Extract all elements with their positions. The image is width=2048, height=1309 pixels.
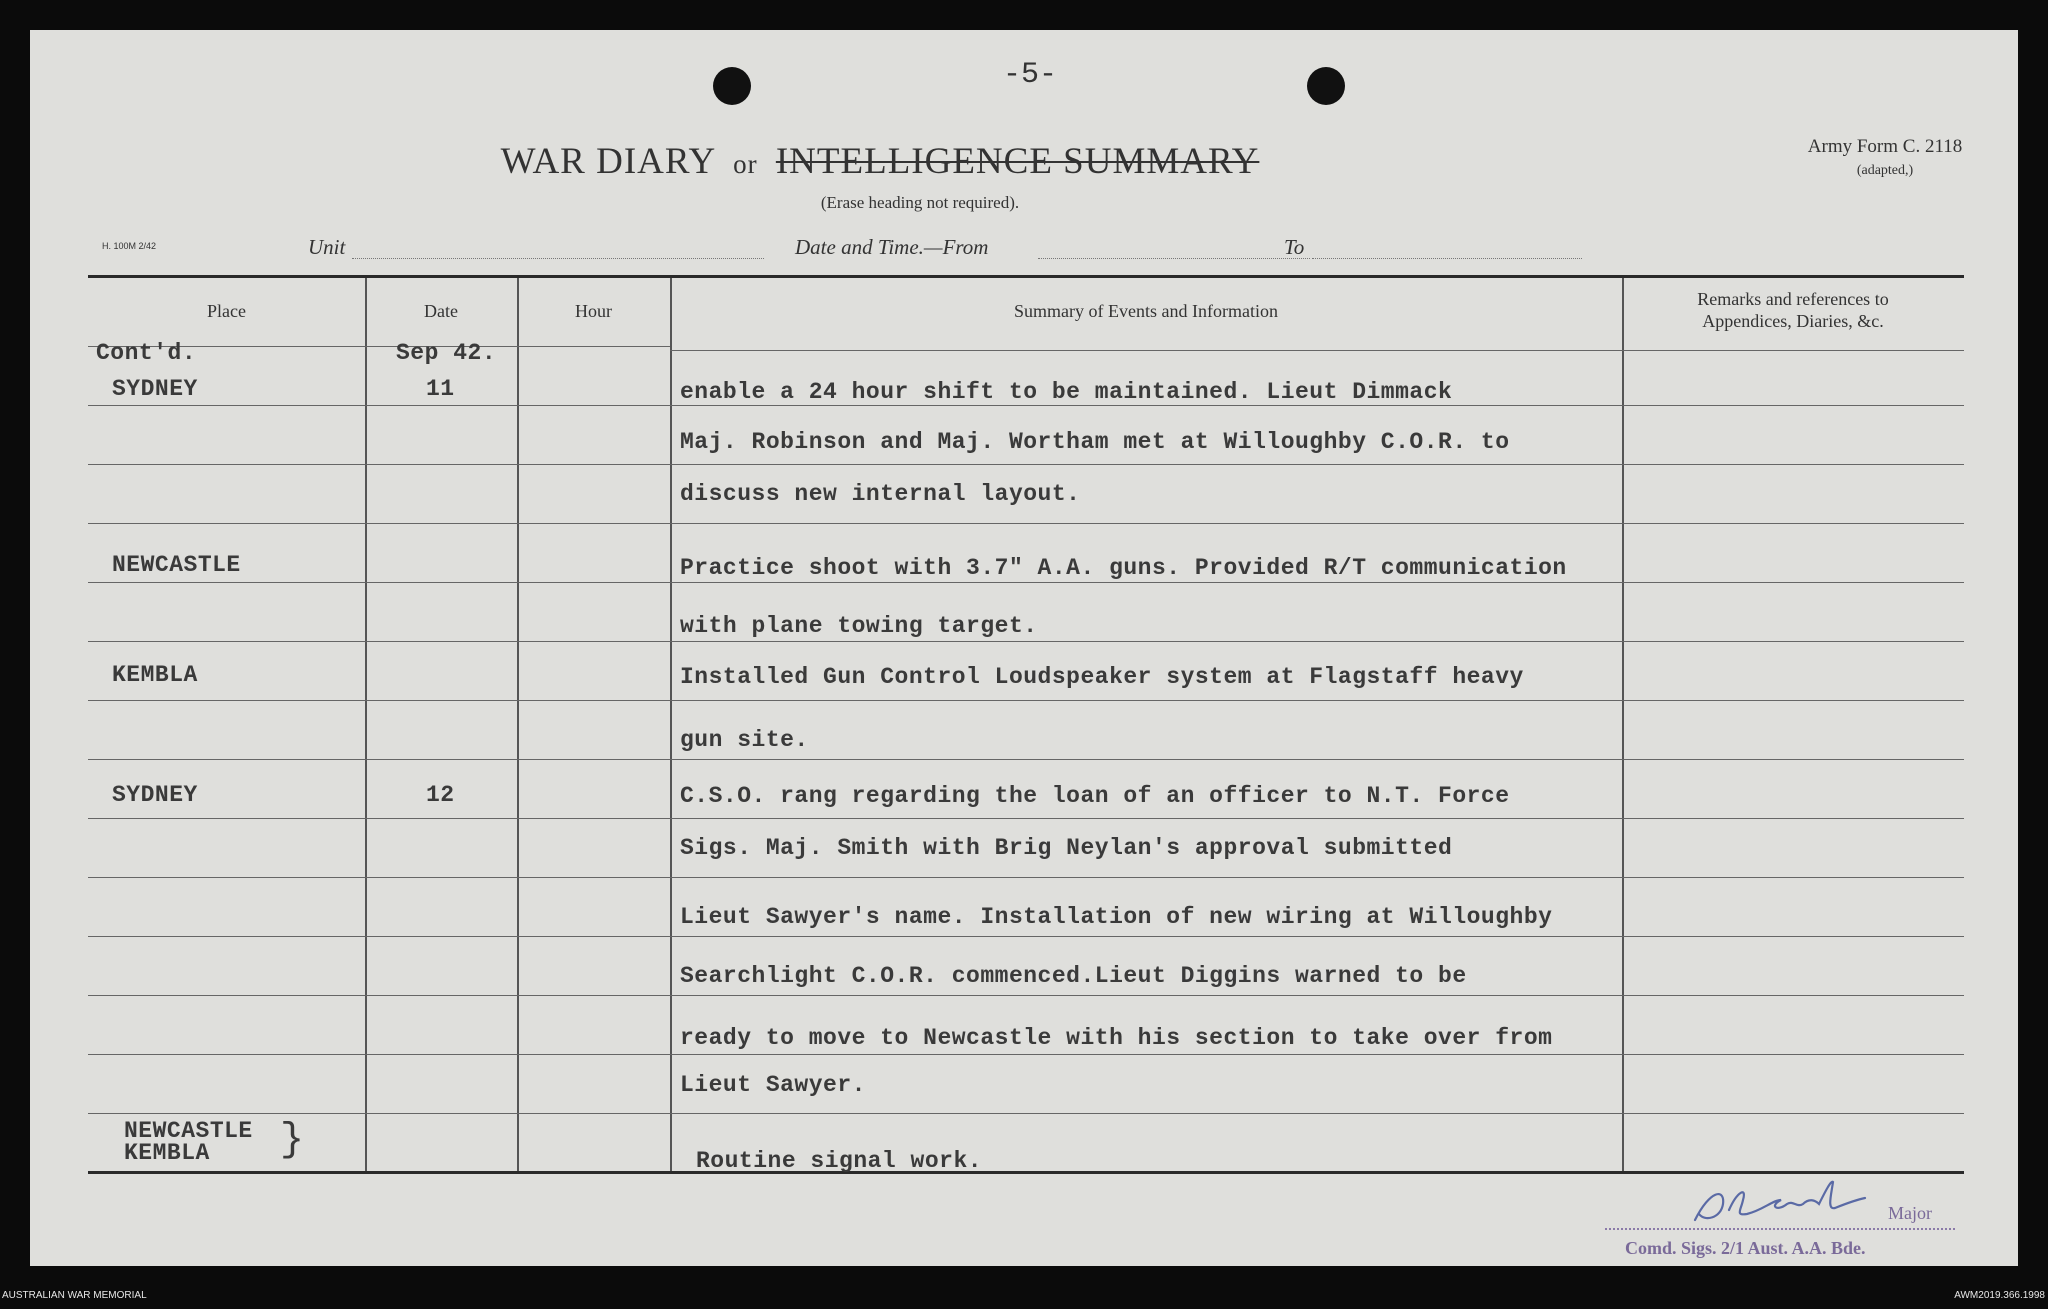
- date-time-label: Date and Time.—From: [795, 235, 989, 259]
- summary-line: enable a 24 hour shift to be maintained. Lieut Dimmack: [680, 379, 1453, 405]
- page-number: -5-: [1002, 58, 1057, 92]
- row-line: [88, 936, 1964, 937]
- summary-line: discuss new internal layout.: [680, 481, 1081, 507]
- row-line: [88, 523, 1964, 524]
- row-line: [88, 582, 1964, 583]
- punch-hole-right: [1307, 67, 1345, 105]
- form-title: [370, 140, 1390, 183]
- row-line: [88, 995, 1964, 996]
- place-sydney: SYDNEY: [112, 782, 198, 808]
- summary-line: Lieut Sawyer's name. Installation of new wiring at Willoughby: [680, 904, 1553, 930]
- credit-right: AWM2019.366.1998: [1954, 1290, 2045, 1301]
- summary-line: gun site.: [680, 727, 809, 753]
- row-line: [88, 1113, 1964, 1114]
- remarks-line-1: Remarks and references to: [1697, 289, 1889, 309]
- divider-hour-summary: [670, 278, 672, 1171]
- unit-label: Unit: [308, 235, 346, 259]
- row-line: [670, 350, 1964, 351]
- date-day-12: 12: [426, 782, 455, 808]
- divider-place-date: [365, 278, 367, 1171]
- row-line: [88, 641, 1964, 642]
- row-line: [88, 464, 1964, 465]
- summary-line: Installed Gun Control Loudspeaker system at Flagstaff heavy: [680, 664, 1524, 690]
- row-line: [88, 877, 1964, 878]
- title-or: or: [733, 149, 758, 179]
- summary-line: with plane towing target.: [680, 613, 1038, 639]
- column-remarks: [1622, 288, 1964, 332]
- unit-stamp: Comd. Sigs. 2/1 Aust. A.A. Bde.: [1625, 1238, 1866, 1258]
- summary-line: C.S.O. rang regarding the loan of an officer to N.T. Force: [680, 783, 1510, 809]
- divider-date-hour: [517, 278, 519, 1171]
- row-line: [88, 700, 1964, 701]
- diary-page: [30, 30, 2018, 1266]
- print-code: H. 100M 2/42: [102, 241, 157, 251]
- date-day-11: 11: [426, 376, 455, 402]
- summary-line: Searchlight C.O.R. commenced.Lieut Diggins warned to be: [680, 963, 1467, 989]
- army-form-adapted: (adapted,): [1856, 163, 1914, 178]
- remarks-line-2: Appendices, Diaries, &c.: [1702, 311, 1884, 331]
- summary-line: Routine signal work.: [696, 1148, 983, 1174]
- to-dotline: [1312, 258, 1582, 259]
- row-line: [88, 818, 1964, 819]
- date-month: Sep 42.: [396, 340, 497, 366]
- title-struck: INTELLIGENCE SUMMARY: [775, 141, 1260, 182]
- signature-rank: Major: [1888, 1203, 1932, 1223]
- place-sydney: SYDNEY: [112, 376, 198, 402]
- title-war-diary: WAR DIARY: [500, 141, 715, 182]
- punch-hole-left: [713, 67, 751, 105]
- row-line: [88, 405, 1964, 406]
- column-hour: Hour: [575, 301, 612, 321]
- column-summary: Summary of Events and Information: [1014, 301, 1278, 321]
- place-kembla-2: KEMBLA: [124, 1140, 210, 1166]
- place-newcastle-2: NEWCASTLE: [124, 1118, 253, 1144]
- table-bottom-rule: [88, 1171, 1964, 1174]
- stamp-dotline: [1605, 1228, 1955, 1230]
- to-label: To: [1284, 235, 1305, 259]
- divider-summary-remarks: [1622, 278, 1624, 1171]
- place-contd: Cont'd.: [96, 340, 197, 366]
- row-line: [88, 759, 1964, 760]
- summary-line: Lieut Sawyer.: [680, 1072, 866, 1098]
- column-date: Date: [424, 301, 458, 321]
- summary-line: Sigs. Maj. Smith with Brig Neylan's approval submitted: [680, 835, 1453, 861]
- from-dotline: [1038, 258, 1310, 259]
- place-newcastle: NEWCASTLE: [112, 552, 241, 578]
- credit-left: AUSTRALIAN WAR MEMORIAL: [2, 1290, 147, 1301]
- table-top-rule: [88, 275, 1964, 278]
- army-form-number: Army Form C. 2118: [1807, 136, 1963, 157]
- erase-note: (Erase heading not required).: [820, 193, 1020, 212]
- summary-line: ready to move to Newcastle with his section to take over from: [680, 1025, 1553, 1051]
- summary-line: Maj. Robinson and Maj. Wortham met at Willoughby C.O.R. to: [680, 429, 1510, 455]
- row-line: [88, 1054, 1964, 1055]
- brace-mark: }: [280, 1118, 305, 1163]
- summary-line: Practice shoot with 3.7" A.A. guns. Provided R/T communication: [680, 555, 1567, 581]
- army-form-label: [1770, 135, 2000, 183]
- unit-dotline: [352, 258, 764, 259]
- place-kembla: KEMBLA: [112, 662, 198, 688]
- place-newcastle-kembla: [124, 1120, 253, 1164]
- column-place: Place: [207, 301, 246, 321]
